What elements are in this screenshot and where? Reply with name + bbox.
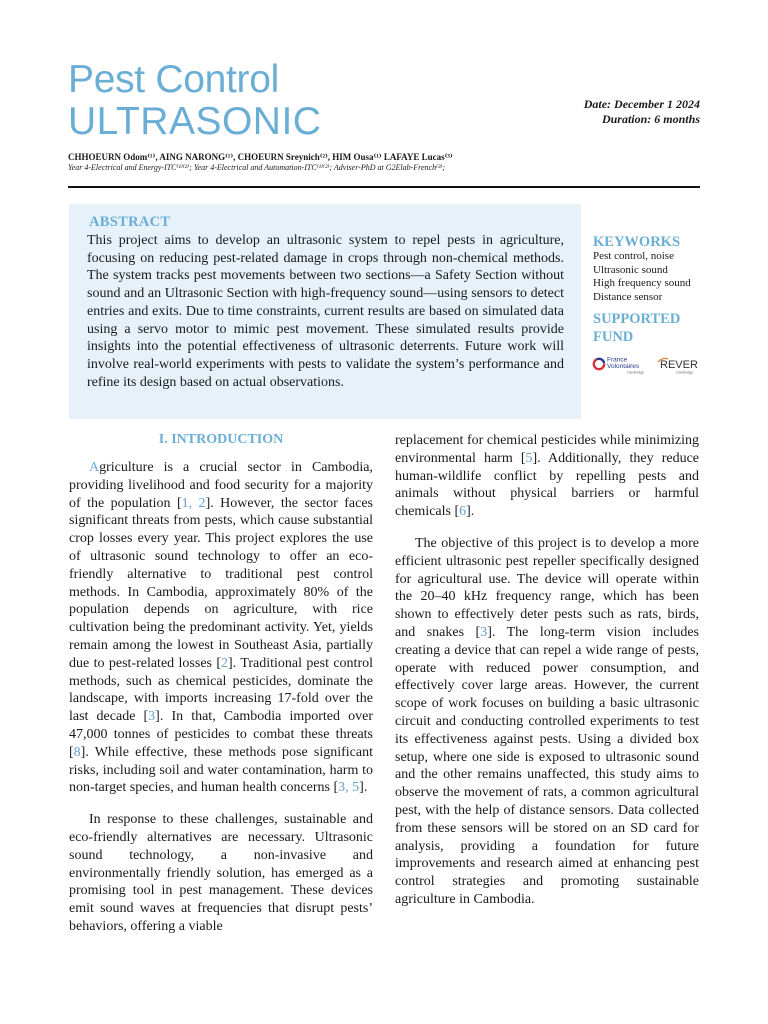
keyword-item: Ultrasonic sound — [593, 263, 668, 276]
paragraph-text: ]. — [359, 780, 368, 796]
paragraph-text: The objective of this project is to develop a more efficient ultrasonic pest repeller specifically designed for agricultural use. The device will operate within the 20–40 kHz frequency range, which has been shown to effectively deter pests such as rats, birds, and snakes [ — [395, 535, 699, 640]
title-line-2: ULTRASONIC — [68, 100, 322, 143]
paragraph-text: griculture is a crucial sector in Cambodia, providing livelihood and food security for a majority of the population [ — [69, 460, 373, 511]
paragraph-text: ]. Additionally, they reduce human-wildlife conflict by repelling pests and animals without physical barriers or harmful chemicals [ — [395, 450, 699, 520]
paragraph-text: replacement for chemical pesticides while minimizing environmental harm [ — [395, 433, 699, 466]
title-line-1: Pest Control — [68, 58, 279, 101]
keyword-item: Distance sensor — [593, 290, 663, 303]
paragraph — [395, 535, 699, 909]
keywords-heading: KEYWORKS — [593, 234, 681, 250]
logo1-text-line3: Cambodge — [627, 370, 645, 375]
paragraph-text: ]. In that, Cambodia imported over 47,000 tonnes of pesticides to combat these threats [ — [69, 709, 373, 760]
fund-heading: SUPPORTED FUND — [593, 311, 681, 345]
drop-cap: A — [89, 460, 100, 475]
project-date: Date: December 1 2024 — [583, 97, 700, 111]
paragraph-text: ]. The long-term vision includes creating a device that can repel a wide range of pests, operate with reduced power consumption, and effectively cover large areas. However, the current scope of work focuses on building a basic ultrasonic circuit and conducting controlled experiments to test its effectiveness against pests. Using a divided box setup, where one side is exposed to ultrasonic sound and the other remains unaffected, this study aims to observe the movement of rats, a common agricultural pest, with the help of distance sensors. Data collected from these sensors will be stored on an SD card for analysis, providing a foundation for future improvements and research aimed at enhancing pest control strategies and promoting sustainable agriculture in Cambodia. — [395, 624, 700, 907]
citation-link[interactable]: 3, 5 — [338, 780, 360, 796]
paragraph-text: ]. — [466, 504, 475, 520]
header-divider — [68, 186, 700, 188]
affiliation-list: Year 4-Electrical and Energy-ITC⁽¹⁾⁽²⁾; Year 4-Electrical and Automation-ITC⁽¹⁾⁽²⁾; Adviser-PhD at G2Elab-French⁽³⁾; — [68, 163, 446, 172]
project-duration: Duration: 6 months — [601, 112, 700, 126]
paragraph — [395, 432, 699, 521]
keyword-item: Pest control, noise — [593, 250, 674, 262]
france-volontaires-logo — [594, 357, 644, 375]
paragraph-text: ]. While effective, these methods pose significant risks, including soil and water contamination, harm to non-target species, and human health concerns [ — [69, 744, 373, 796]
sponsor-logos — [592, 355, 702, 377]
section-heading-introduction: I. INTRODUCTION — [158, 432, 284, 447]
paragraph-text: ]. However, the sector faces significant threats from pests, which cause substantial crop losses every year. This project explores the use of ultrasonic sound technology to offer an eco-friendly alternative to traditional pest control methods. In Cambodia, approximately 80% of the population depends on agriculture, with rice cultivation being the predominant activity. Yet, yields remain among the lowest in Southeast Asia, partially due to pest-related losses [ — [69, 495, 373, 671]
right-column — [395, 432, 699, 923]
paragraph-text: ]. Traditional pest control methods, such as chemical pesticides, dominate the landscape, with imports increasing 17-fold over the last decade [ — [69, 655, 373, 725]
project-meta — [584, 97, 700, 127]
citation-link[interactable]: 3 — [480, 624, 488, 640]
citation-link[interactable]: 1, 2 — [181, 495, 206, 511]
author-list: CHHOEURN Odom⁽¹⁾, AING NARONG⁽¹⁾, CHOEURN Sreynich⁽²⁾, HIM Ousa⁽¹⁾ LAFAYE Lucas⁽³⁾ — [68, 152, 453, 162]
citation-link[interactable]: 8 — [73, 744, 81, 760]
citation-link[interactable]: 2 — [221, 655, 229, 671]
citation-link[interactable]: 5 — [525, 450, 533, 466]
abstract-text: This project aims to develop an ultrasonic system to repel pests in agriculture, focusing on reducing pest-related damage in crops through non-chemical methods. The system tracks pest movements between two sections—a Safety Section without sound and an Ultrasonic Section with high-frequency sound—using sensors to detect entries and exits. Due to time constraints, current results are based on simulated data using a servo motor to mimic pest movement. These simulated results provide insights into the potential effectiveness of ultrasonic deterrents. Future work will involve real-world experiments with pests to validate the system’s performance and refine its design based on actual observations. — [87, 233, 564, 390]
paragraph — [69, 459, 373, 797]
left-column — [69, 459, 373, 950]
paragraph: In response to these challenges, sustainable and eco-friendly alternatives are necessary. Ultrasonic sound technology, a non-invasive and environmentally friendly solution, has emerged as a promising tool in pest management. These devices emit sound waves at frequencies that disrupt pests’ behaviors, offering a viable — [69, 812, 373, 934]
logo2-subtext: Cambodge — [676, 370, 694, 375]
logo1-text-line1: France — [607, 356, 628, 364]
rever-logo — [658, 358, 698, 374]
logo1-text-line2: Volontaires — [607, 363, 640, 370]
citation-link[interactable]: 6 — [459, 504, 467, 520]
citation-link[interactable]: 3 — [148, 709, 156, 725]
keyword-item: High frequency sound — [593, 277, 691, 289]
abstract-heading: ABSTRACT — [89, 214, 171, 230]
logo2-text: REVER — [660, 359, 698, 371]
keywords-list — [593, 250, 691, 304]
